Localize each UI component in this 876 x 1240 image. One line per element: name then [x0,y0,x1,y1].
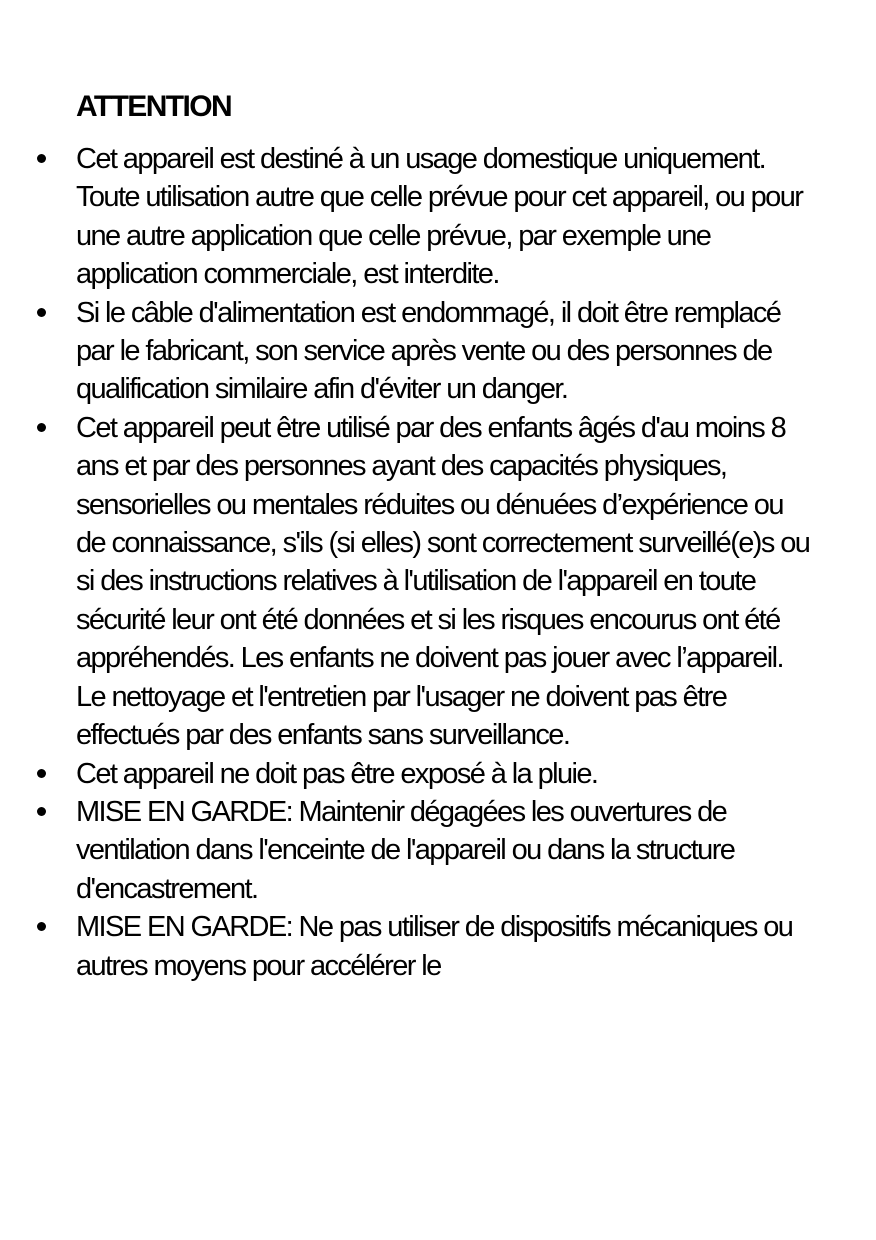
page-title: ATTENTION [76,90,232,123]
list-item-text: Cet appareil est destiné à un usage domestique uniquement. Toute utilisation autre que celle prévue pour cet appareil, ou pour une autre application que celle prévue, par exemple une application commerciale, est interdite. [76,143,803,291]
list-item-text: MISE EN GARDE: Maintenir dégagées les ouvertures de ventilation dans l'enceinte de l'appareil ou dans la structure d'encastrement. [76,795,735,905]
list-item-text: MISE EN GARDE: Ne pas utiliser de dispositifs mécaniques ou autres moyens pour accélérer le [76,911,793,982]
list-item-text: Si le câble d'alimentation est endommagé, il doit être remplacé par le fabricant, son service après vente ou des personnes de qualification similaire afin d'éviter un danger. [76,296,781,406]
list-item-text: Cet appareil ne doit pas être exposé à la pluie. [76,757,598,790]
list-item [0,294,876,409]
list-item [0,908,876,985]
warning-list [0,140,876,985]
list-item [0,755,876,793]
list-item [0,793,876,908]
bullet-icon [37,807,46,816]
list-item [0,409,876,755]
bullet-icon [37,423,46,432]
bullet-icon [37,769,46,778]
bullet-icon [37,308,46,317]
list-item [0,140,876,294]
bullet-icon [37,922,46,931]
list-item-text: Cet appareil peut être utilisé par des enfants âgés d'au moins 8 ans et par des personnes ayant des capacités physiques, sensorielles ou mentales réduites ou dénuées d’expérience ou de connaissance, s'ils (si elles) sont correctement surveillé(e)s ou si des instructions relatives à l'utilisation de l'appareil en toute sécurité leur ont été données et si les risques encourus ont été appréhendés. Les enfants ne doivent pas jouer avec l’appareil. Le nettoyage et l'entretien par l'usager ne doivent pas être effectués par des enfants sans surveillance. [76,411,810,752]
bullet-icon [37,154,46,163]
